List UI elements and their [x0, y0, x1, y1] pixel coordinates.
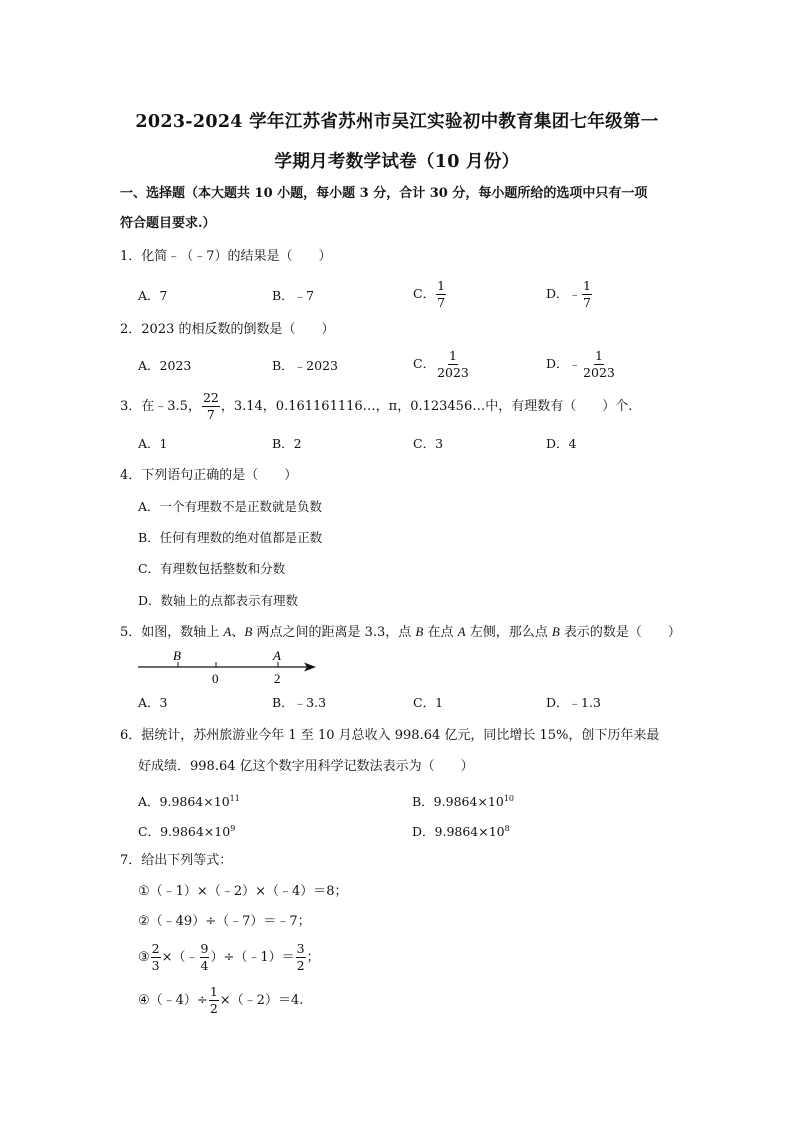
point-b-label: B	[415, 624, 424, 639]
fraction	[296, 942, 306, 973]
question-7-equation-3	[138, 942, 320, 973]
question-3-option-c: C．3	[413, 436, 444, 451]
question-3-option-a: A．1	[138, 436, 168, 451]
fraction	[200, 942, 210, 973]
fraction-denominator: 2	[296, 958, 305, 973]
stem-text: 在点	[423, 625, 458, 640]
question-5-option-b: B．﹣3.3	[272, 695, 327, 710]
question-5-option-c: C．1	[413, 695, 444, 710]
option-prefix: D．	[546, 356, 569, 371]
option-text: C．9.9864×10	[138, 824, 231, 839]
question-2-stem: 2．2023 的相反数的倒数是（ ）	[120, 322, 335, 337]
question-1-option-b: B．﹣7	[272, 288, 315, 303]
fraction-numerator: 1	[437, 278, 446, 293]
question-6-option-b	[412, 790, 514, 811]
question-1-option-d	[546, 279, 593, 310]
fraction-denominator: 7	[437, 295, 446, 310]
question-1-option-c	[413, 279, 447, 310]
stem-text: 3．在﹣3.5，	[120, 399, 201, 414]
paper-title-line-1: 2023-2024 学年江苏省苏州市吴江实验初中教育集团七年级第一	[135, 112, 659, 132]
question-5-stem	[120, 623, 681, 642]
fraction-numerator: 1	[583, 278, 591, 293]
exponent: 10	[503, 794, 514, 803]
fraction-denominator: 2023	[437, 365, 469, 380]
option-prefix: C．	[413, 356, 436, 371]
fraction	[436, 279, 446, 310]
minus-sign: ﹣	[568, 356, 582, 371]
fraction-numerator: 1	[449, 348, 457, 363]
fraction-denominator: 4	[200, 958, 209, 973]
option-text: D．9.9864×10	[412, 824, 505, 839]
fraction-numerator: 3	[296, 941, 305, 956]
fraction	[582, 279, 592, 310]
option-prefix: D．﹣	[546, 286, 582, 301]
axis-tick-label-2: 2	[274, 671, 281, 686]
fraction	[202, 391, 220, 422]
question-1-option-a: A．7	[138, 288, 168, 303]
question-4-option-c: C．有理数包括整数和分数	[138, 561, 286, 576]
axis-label-b: B	[173, 648, 181, 663]
stem-text: 表示的数是（ ）	[559, 625, 681, 640]
equation-text: ；	[306, 950, 320, 965]
fraction-numerator: 2	[151, 941, 160, 956]
question-4-stem: 4．下列语句正确的是（ ）	[120, 468, 298, 483]
equation-text: ×（﹣2）＝4.	[219, 993, 304, 1008]
number-line-figure	[136, 646, 321, 688]
question-6-stem-line-2: 好成绩．998.64 亿这个数字用科学记数法表示为（ ）	[138, 759, 474, 774]
question-3-stem	[120, 391, 632, 422]
section-header-line-2: 符合题目要求.）	[120, 216, 216, 231]
equation-text: ④（﹣4）÷	[138, 993, 208, 1008]
option-text: B．9.9864×10	[412, 794, 504, 809]
question-3-option-d: D．4	[546, 436, 577, 451]
question-7-stem: 7．给出下列等式：	[120, 853, 233, 868]
axis-label-a: A	[273, 648, 281, 663]
stem-text: 、	[231, 625, 245, 640]
question-6-option-a	[138, 790, 240, 811]
fraction	[436, 349, 470, 380]
question-5-option-a: A．3	[138, 695, 168, 710]
section-header-line-1: 一、选择题（本大题共 10 小题，每小题 3 分，合计 30 分，每小题所给的选项中只有一项	[120, 186, 648, 201]
question-4-option-a: A．一个有理数不是正数就是负数	[138, 499, 323, 514]
fraction-numerator: 1	[594, 348, 603, 363]
question-7-equation-2: ②（﹣49）÷（﹣7）＝﹣7；	[138, 914, 311, 929]
stem-text: 左侧，那么点	[465, 625, 552, 640]
fraction-denominator: 7	[583, 295, 591, 310]
fraction	[582, 349, 616, 380]
fraction-numerator: 9	[200, 941, 209, 956]
point-a-label: A	[223, 624, 232, 639]
exponent: 9	[230, 824, 236, 833]
option-prefix: C．	[413, 286, 436, 301]
fraction	[151, 942, 161, 973]
fraction	[209, 985, 219, 1016]
question-2-option-b: B．﹣2023	[272, 358, 338, 373]
point-b-label: B	[244, 624, 253, 639]
stem-text: 5．如图，数轴上	[120, 625, 224, 640]
axis-tick-label-0: 0	[212, 671, 219, 686]
equation-text: ③	[138, 950, 150, 965]
question-3-option-b: B．2	[272, 436, 302, 451]
question-6-option-d	[412, 820, 510, 841]
question-7-equation-4	[138, 985, 303, 1016]
equation-text: ）÷（﹣1）＝	[210, 950, 295, 965]
fraction-denominator: 7	[206, 407, 215, 422]
equation-text: ×（﹣	[161, 950, 199, 965]
stem-text: ，3.14，0.161161116…，π，0.123456…中，有理数有（ ）个.	[220, 399, 633, 414]
question-6-option-c	[138, 820, 235, 841]
question-5-option-d: D．﹣1.3	[546, 695, 601, 710]
question-2-option-c	[413, 349, 471, 380]
point-a-label: A	[457, 624, 466, 639]
question-7-equation-1: ①（﹣1）×（﹣2）×（﹣4）＝8；	[138, 884, 348, 899]
fraction-numerator: 22	[202, 390, 219, 405]
fraction-denominator: 2023	[583, 365, 615, 380]
option-text: A．9.9864×10	[138, 794, 230, 809]
exponent: 11	[229, 794, 240, 803]
stem-text: 两点之间的距离是 3.3，点	[252, 625, 416, 640]
question-2-option-a: A．2023	[138, 358, 192, 373]
question-4-option-d: D．数轴上的点都表示有理数	[138, 593, 299, 608]
fraction-denominator: 3	[151, 958, 160, 973]
exponent: 8	[504, 824, 510, 833]
question-6-stem-line-1: 6．据统计，苏州旅游业今年 1 至 10 月总收入 998.64 亿元，同比增长 15%，创下历年来最	[120, 728, 660, 743]
fraction-denominator: 2	[209, 1001, 218, 1016]
paper-title-line-2: 学期月考数学试卷（10 月份）	[274, 152, 520, 172]
fraction-numerator: 1	[209, 984, 218, 999]
question-1-stem: 1．化简﹣（﹣7）的结果是（ ）	[120, 249, 332, 264]
question-4-option-b: B．任何有理数的绝对值都是正数	[138, 530, 323, 545]
question-2-option-d	[546, 349, 617, 380]
point-b-label: B	[551, 624, 560, 639]
